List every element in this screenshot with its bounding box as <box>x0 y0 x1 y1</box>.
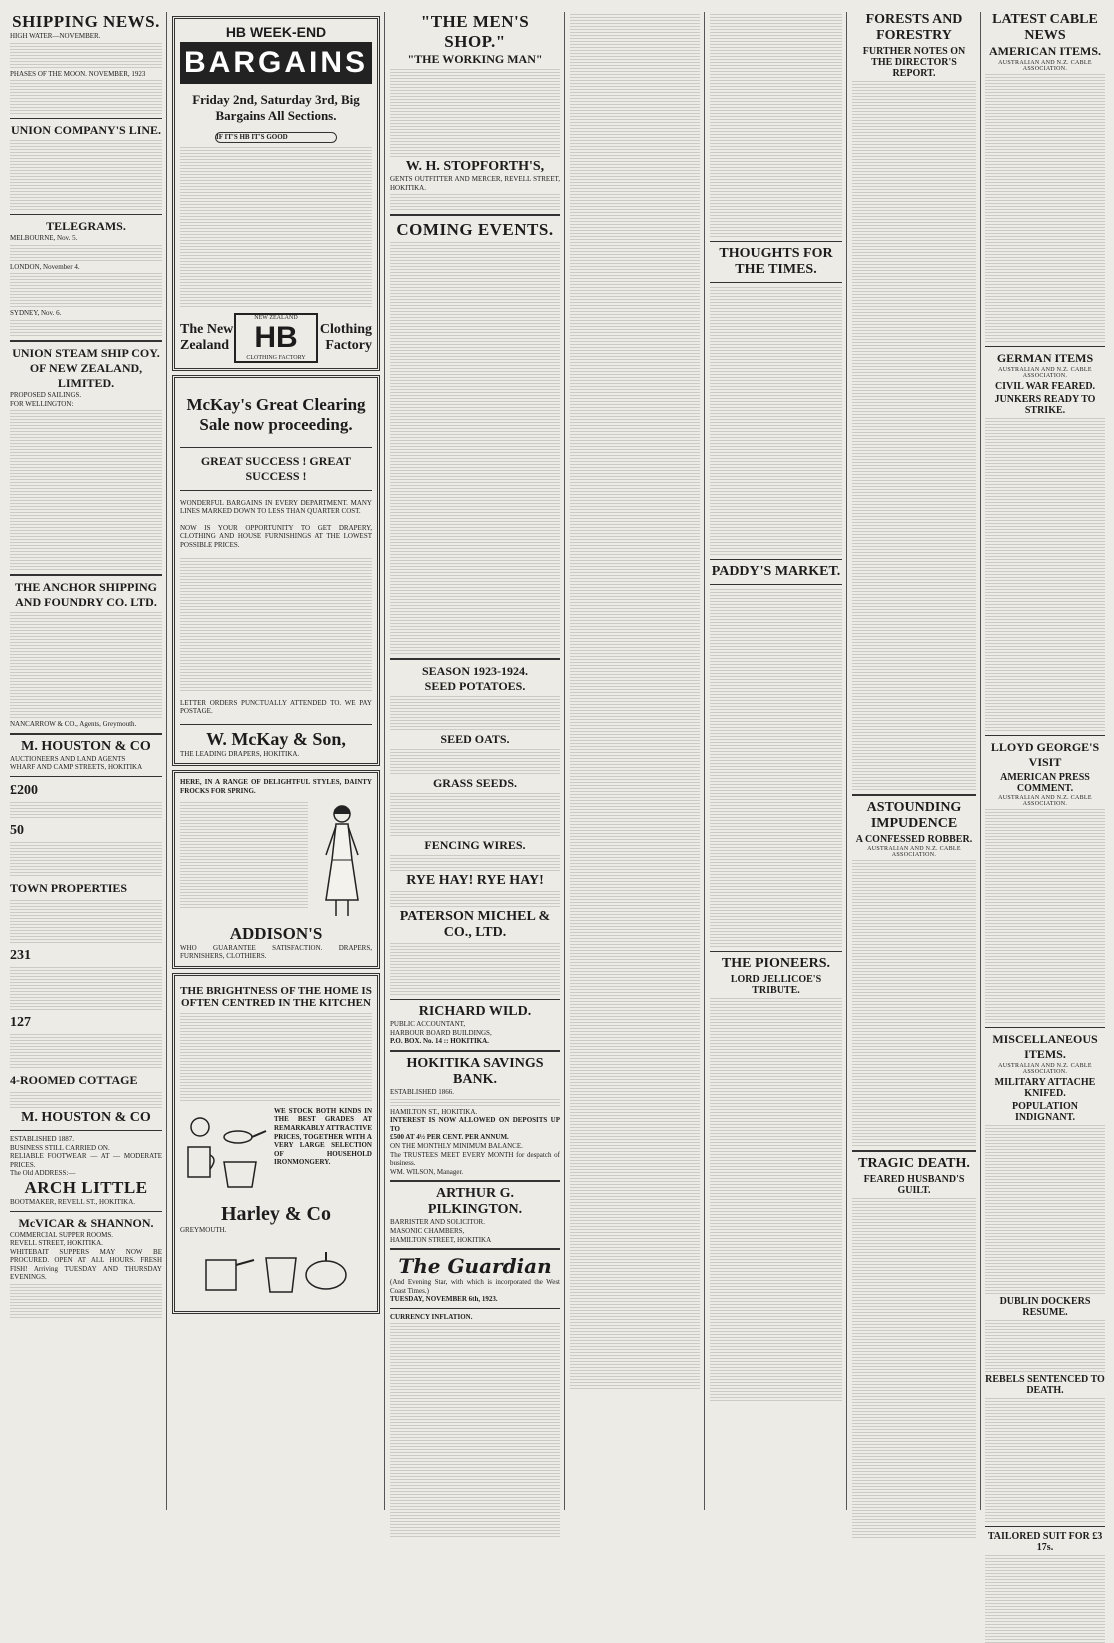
harbour-line: HARBOUR BOARD BUILDINGS, <box>390 1028 492 1037</box>
houston-subheading: AUCTIONEERS AND LAND AGENTS <box>10 754 126 763</box>
tragic-death-heading: TRAGIC DEATH. <box>858 1156 970 1171</box>
paterson-heading: PATERSON MICHEL & CO., LTD. <box>399 909 551 941</box>
forests-heading: FORESTS AND FORESTRY <box>865 12 963 43</box>
shipping-news-heading: SHIPPING NEWS. <box>12 12 160 31</box>
thoughts-heading: THOUGHTS FOR THE TIMES. <box>719 246 833 277</box>
wmckay-heading: W. McKay & Son, <box>206 728 346 749</box>
hb-badge-top: NEW ZEALAND <box>254 314 298 321</box>
proposed-sailings: PROPOSED SAILINGS. <box>10 390 82 399</box>
season-heading: SEASON 1923-1924. <box>421 664 528 679</box>
four-roomed-cottage: 4-ROOMED COTTAGE <box>10 1072 138 1087</box>
kitchenware-icon <box>180 1107 270 1197</box>
sydney-dateline: SYDNEY, Nov. 6. <box>10 309 62 318</box>
stopforth-heading: W. H. STOPFORTH'S, <box>405 159 545 174</box>
union-line-heading: UNION COMPANY'S LINE. <box>10 123 162 138</box>
astounding-agency: AUSTRALIAN AND N.Z. CABLE ASSOCIATION. <box>867 846 961 858</box>
american-items-heading: AMERICAN ITEMS. <box>988 44 1101 58</box>
interest-line: INTEREST IS NOW ALLOWED ON DEPOSITS UP TO <box>390 1116 560 1133</box>
letter-orders: LETTER ORDERS PUNCTUALLY ATTENDED TO. WE PAY POSTAGE. <box>180 698 372 716</box>
grass-seeds-heading: GRASS SEEDS. <box>432 776 518 791</box>
new-zealand-label: The New Zealand <box>180 321 234 353</box>
for-wellington: FOR WELLINGTON: <box>10 399 74 408</box>
hb-bargains-ad <box>172 16 380 371</box>
pioneers-heading: THE PIONEERS. <box>721 956 831 971</box>
guardian-sub: (And Evening Star, with which is incorporated the West Coast Times.) <box>390 1278 560 1295</box>
guardian-masthead: The Guardian <box>398 1254 552 1279</box>
rye-hay-heading: RYE HAY! RYE HAY! <box>406 873 544 889</box>
column-cable-news <box>985 12 1105 1553</box>
hb-badge-logo: HB <box>254 320 298 354</box>
dublin-dockers-subheading: DUBLIN DOCKERS RESUME. <box>999 1296 1091 1318</box>
mcvicar-sub: COMMERCIAL SUPPER ROOMS. <box>10 1230 114 1239</box>
old-address-line: The Old ADDRESS:— <box>10 1169 76 1178</box>
great-success: GREAT SUCCESS ! GREAT SUCCESS ! <box>200 453 352 483</box>
melbourne-dateline: MELBOURNE, Nov. 5. <box>10 234 78 243</box>
american-agency: AUSTRALIAN AND N.Z. CABLE ASSOCIATION. <box>998 60 1092 72</box>
masonic-address: HAMILTON STREET, HOKITIKA <box>390 1235 492 1244</box>
fencing-heading: FENCING WIRES. <box>424 838 526 853</box>
addisons-ad <box>172 770 380 968</box>
hb-badge-bottom: CLOTHING FACTORY <box>246 354 306 361</box>
rebels-subheading: REBELS SENTENCED TO DEATH. <box>985 1374 1105 1396</box>
price-200: £200 <box>10 782 38 798</box>
german-agency: AUSTRALIAN AND N.Z. CABLE ASSOCIATION. <box>998 367 1092 379</box>
town-properties: TOWN PROPERTIES <box>10 880 128 895</box>
anchor-shipping-heading: THE ANCHOR SHIPPING AND FOUNDRY CO. LTD. <box>14 580 158 610</box>
po-box-line: P.O. BOX. No. 14 :: HOKITIKA. <box>390 1037 489 1046</box>
hamilton-line: HAMILTON ST., HOKITIKA. <box>390 1107 478 1116</box>
harley-sub: GREYMOUTH. <box>180 1225 227 1234</box>
column-local-news <box>710 12 842 1510</box>
column-shipping <box>10 12 162 1510</box>
misc-items-heading: MISCELLANEOUS ITEMS. <box>992 1032 1098 1061</box>
mcvicar-heading: McVICAR & SHANNON. <box>18 1215 154 1230</box>
seed-potatoes-heading: SEED POTATOES. <box>424 679 526 694</box>
savings-bank-heading: HOKITIKA SAVINGS BANK. <box>406 1055 544 1087</box>
military-attache-subheading: MILITARY ATTACHE KNIFED. <box>994 1077 1096 1099</box>
high-water-heading: HIGH WATER—NOVEMBER. <box>10 32 101 40</box>
latest-cable-heading: LATEST CABLE NEWS <box>992 12 1098 43</box>
mckay-sale-ad <box>172 375 380 767</box>
price-50: 50 <box>10 822 24 838</box>
established-line: ESTABLISHED 1887. <box>10 1134 74 1143</box>
telegrams-heading: TELEGRAMS. <box>46 219 126 234</box>
masonic-line: MASONIC CHAMBERS, <box>390 1226 465 1235</box>
now-is-opportunity: NOW IS YOUR OPPORTUNITY TO GET DRAPERY, CLOTHING AND HOUSE FURNISHINGS AT THE LOWEST POSSIBLE PRICES. <box>180 523 372 549</box>
richard-wild-sub: PUBLIC ACCOUNTANT, <box>390 1020 466 1029</box>
working-man-heading: "THE WORKING MAN" <box>407 52 543 66</box>
mcvicar-body: WHITEBAIT SUPPERS MAY NOW BE PROCURED. OPEN AT ALL HOURS. FRESH FISH! Arriving TUESDAY AND THURSDAY EVENINGS. <box>10 1247 162 1282</box>
pilkington-heading: ARTHUR G. PILKINGTON. <box>427 1186 523 1218</box>
coming-events-heading: COMING EVENTS. <box>396 220 554 240</box>
stopforth-sub: GENTS OUTFITTER AND MERCER, REVELL STREET, HOKITIKA. <box>390 175 560 192</box>
wharf-line: WHARF AND CAMP STREETS, HOKITIKA <box>10 763 143 772</box>
astounding-heading: ASTOUNDING IMPUDENCE <box>866 800 962 831</box>
week-end-label: WEEK-END <box>249 24 327 40</box>
sale-dates: Friday 2nd, Saturday 3rd, Big Bargains All Sections. <box>192 92 360 123</box>
here-frocks: HERE, IN A RANGE OF DELIGHTFUL STYLES, DAINTY FROCKS FOR SPRING. <box>180 778 372 795</box>
union-steam-heading: UNION STEAM SHIP COY. OF NEW ZEALAND, LIMITED. <box>12 345 160 390</box>
hb-badge <box>234 313 317 363</box>
tailored-suit-subheading: TAILORED SUIT FOR £3 17s. <box>987 1531 1103 1553</box>
brightness-heading: THE BRIGHTNESS OF THE HOME IS OFTEN CENTRED IN THE KITCHEN <box>180 984 372 1009</box>
lloyd-george-heading: LLOYD GEORGE'S VISIT <box>990 740 1100 769</box>
guardian-date: TUESDAY, NOVEMBER 6th, 1923. <box>390 1295 498 1304</box>
lloyd-agency: AUSTRALIAN AND N.Z. CABLE ASSOCIATION. <box>998 795 1092 807</box>
monthly-line: ON THE MONTHLY MINIMUM BALANCE. <box>390 1141 523 1150</box>
established-1866: ESTABLISHED 1866. <box>390 1087 454 1096</box>
rate-line: £500 AT 4½ PER CENT. PER ANNUM. <box>390 1133 509 1142</box>
astounding-subheading: A CONFESSED ROBBER. <box>855 834 973 845</box>
seed-oats-heading: SEED OATS. <box>440 732 510 747</box>
ifits-good-badge: IF IT'S HB IT'S GOOD <box>215 132 337 143</box>
tragic-death-subheading: FEARED HUSBAND'S GUILT. <box>863 1174 965 1196</box>
column-events <box>390 12 560 1510</box>
wonderful-bargains: WONDERFUL BARGAINS IN EVERY DEPARTMENT. MANY LINES MARKED DOWN TO LESS THAN QUARTER COST. <box>180 498 372 516</box>
german-items-heading: GERMAN ITEMS <box>996 351 1094 365</box>
forests-subheading: FURTHER NOTES ON THE DIRECTOR'S REPORT. <box>862 46 966 79</box>
currency-inflation-heading: CURRENCY INFLATION. <box>390 1312 473 1321</box>
harley-heading: Harley & Co <box>221 1202 331 1225</box>
business-line: BUSINESS STILL CARRIED ON. <box>10 1143 110 1152</box>
trustees-line: The TRUSTEES MEET EVERY MONTH for despatch of business. <box>390 1150 560 1168</box>
stock-body: WE STOCK BOTH KINDS IN THE BEST GRADES AT REMARKABLY ATTRACTIVE PRICES, TOGETHER WITH A VERY LARGE SELECTION OF HOUSEHOLD IRONMONGERY. <box>274 1106 372 1167</box>
paddys-market-heading: PADDY'S MARKET. <box>711 564 841 579</box>
phases-heading: PHASES OF THE MOON. NOVEMBER, 1923 <box>10 69 146 78</box>
arch-little-heading: ARCH LITTLE <box>24 1177 148 1197</box>
arch-little-sub: BOOTMAKER, REVELL ST., HOKITIKA. <box>10 1197 136 1206</box>
price-231: 231 <box>10 947 31 963</box>
mcvicar-address: REVELL STREET, HOKITIKA. <box>10 1239 103 1248</box>
price-127: 127 <box>10 1014 31 1030</box>
column-forests <box>852 12 976 1510</box>
bargains-banner: BARGAINS <box>180 42 372 84</box>
wmckay-sub: THE LEADING DRAPERS, HOKITIKA. <box>180 749 300 758</box>
manager-line: WM. WILSON, Manager. <box>390 1167 464 1176</box>
junkers-subheading: JUNKERS READY TO STRIKE. <box>994 394 1096 416</box>
reliable-line: RELIABLE FOOTWEAR — AT — MODERATE PRICES. <box>10 1152 162 1169</box>
population-subheading: POPULATION INDIGNANT. <box>1012 1101 1078 1123</box>
agents-line: NANCARROW & CO., Agents, Greymouth. <box>10 720 137 729</box>
mens-shop-heading: "THE MEN'S SHOP." <box>420 12 530 51</box>
houston-heading-2: M. HOUSTON & CO <box>21 1109 151 1125</box>
pioneers-subheading: LORD JELLICOE'S TRIBUTE. <box>730 974 822 996</box>
pilkington-sub: BARRISTER AND SOLICITOR. <box>390 1218 485 1227</box>
saucepans-icon <box>196 1240 356 1300</box>
addisons-sub: WHO GUARANTEE SATISFACTION. DRAPERS, FURNISHERS, CLOTHIERS. <box>180 943 372 961</box>
hb-logo-small: HB <box>225 24 247 40</box>
harley-ad <box>172 973 380 1315</box>
column-editorial <box>570 12 700 1510</box>
mckay-heading: McKay's Great Clearing Sale now proceeding. <box>186 394 366 434</box>
civil-war-subheading: CIVIL WAR FEARED. <box>994 381 1096 392</box>
london-dateline: LONDON, November 4. <box>10 262 80 271</box>
woman-in-frock-icon <box>312 800 372 920</box>
richard-wild-heading: RICHARD WILD. <box>418 1004 532 1020</box>
addisons-heading: ADDISON'S <box>229 923 323 943</box>
clothing-factory-label: Clothing Factory <box>319 321 372 353</box>
column-ads-left <box>172 12 380 1510</box>
houston-heading: M. HOUSTON & CO <box>21 738 151 754</box>
misc-agency: AUSTRALIAN AND N.Z. CABLE ASSOCIATION. <box>998 1063 1092 1075</box>
lloyd-george-subheading: AMERICAN PRESS COMMENT. <box>1000 772 1090 794</box>
